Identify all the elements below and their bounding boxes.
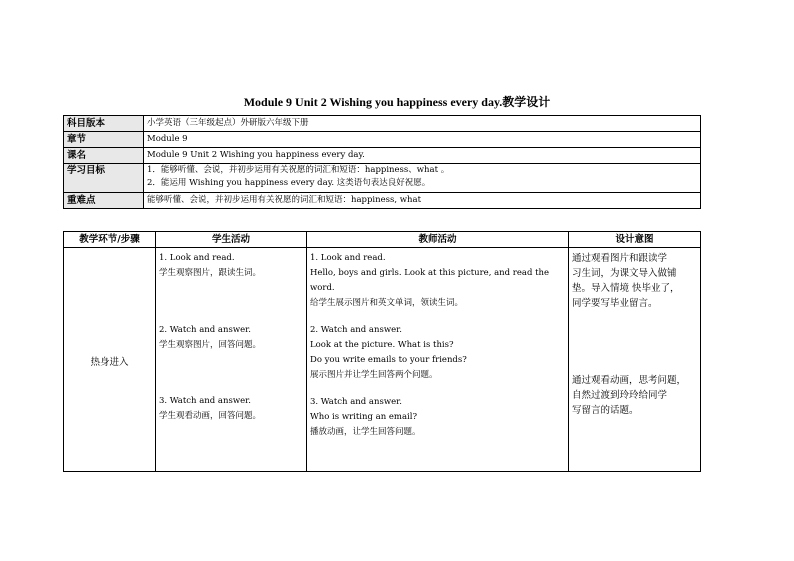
document-title: Module 9 Unit 2 Wishing you happiness every day.教学设计 [243, 95, 551, 109]
info-label: 科目版本 [64, 116, 144, 132]
info-value: Module 9 Unit 2 Wishing you happiness every day. [144, 148, 701, 164]
intent-line: 通过观看动画，思考问题， [572, 375, 687, 386]
teacher-line: Look at the picture. What is this? [310, 340, 454, 350]
info-label: 课名 [64, 148, 144, 164]
student-step: 1. Look and read. [159, 253, 235, 263]
course-info-table [63, 115, 701, 209]
info-label: 重难点 [64, 193, 144, 209]
student-step: 3. Watch and answer. [159, 396, 251, 406]
header-student: 学生活动 [156, 232, 307, 248]
intent-line: 习生词，为课文导入做铺 [572, 268, 677, 279]
activity-table [63, 231, 701, 472]
info-row [64, 116, 701, 132]
intent-line: 通过观看图片和跟读学 [572, 253, 668, 264]
intent-line: 同学要写毕业留言。 [572, 298, 658, 309]
info-row [64, 148, 701, 164]
teacher-line: Who is writing an email? [310, 412, 418, 422]
info-value [144, 164, 701, 193]
intent-line: 垫。导入情境 快毕业了， [572, 283, 680, 294]
student-step-desc: 学生观看动画，回答问题。 [159, 411, 262, 421]
student-step-desc: 学生观察图片，回答问题。 [159, 340, 262, 350]
header-stage: 教学环节/步骤 [64, 232, 156, 248]
design-intent-cell [569, 248, 701, 472]
info-label: 章节 [64, 132, 144, 148]
activity-header-row [64, 232, 701, 248]
stage-cell: 热身进入 [64, 248, 156, 472]
student-step: 2. Watch and answer. [159, 325, 251, 335]
teacher-line: Hello, boys and girls. Look at this picture, and read the [310, 268, 550, 278]
teacher-step: 3. Watch and answer. [310, 397, 402, 407]
info-value: Module 9 [144, 132, 701, 148]
intent-line: 自然过渡到玲玲给同学 [572, 390, 668, 401]
teacher-line: 播放动画，让学生回答问题。 [310, 427, 421, 437]
student-activity-cell [156, 248, 307, 472]
info-row [64, 164, 701, 193]
teacher-step: 1. Look and read. [310, 253, 386, 263]
teacher-line: word. [310, 283, 335, 293]
info-value: 能够听懂、会说，并初步运用有关祝愿的词汇和短语：happiness, what [144, 193, 701, 209]
activity-row [64, 248, 701, 472]
objective-line: 1．能够听懂、会说，并初步运用有关祝愿的词汇和短语：happiness、what 。 [147, 165, 450, 175]
teacher-line: Do you write emails to your friends? [310, 355, 467, 365]
teacher-activity-cell [307, 248, 569, 472]
info-row [64, 193, 701, 209]
info-label: 学习目标 [64, 164, 144, 193]
info-row [64, 132, 701, 148]
header-intent: 设计意图 [569, 232, 701, 248]
teacher-step: 2. Watch and answer. [310, 325, 402, 335]
header-teacher: 教师活动 [307, 232, 569, 248]
intent-line: 写留言的话题。 [572, 405, 639, 416]
student-step-desc: 学生观察图片，跟读生词。 [159, 268, 262, 278]
objective-line: 2．能运用 Wishing you happiness every day. 这类语句表达良好祝愿。 [147, 178, 431, 188]
info-value: 小学英语（三年级起点）外研版六年级下册 [144, 116, 701, 132]
teacher-line: 展示图片并让学生回答两个问题。 [310, 370, 438, 380]
teacher-line: 给学生展示图片和英文单词，领读生词。 [310, 298, 464, 308]
